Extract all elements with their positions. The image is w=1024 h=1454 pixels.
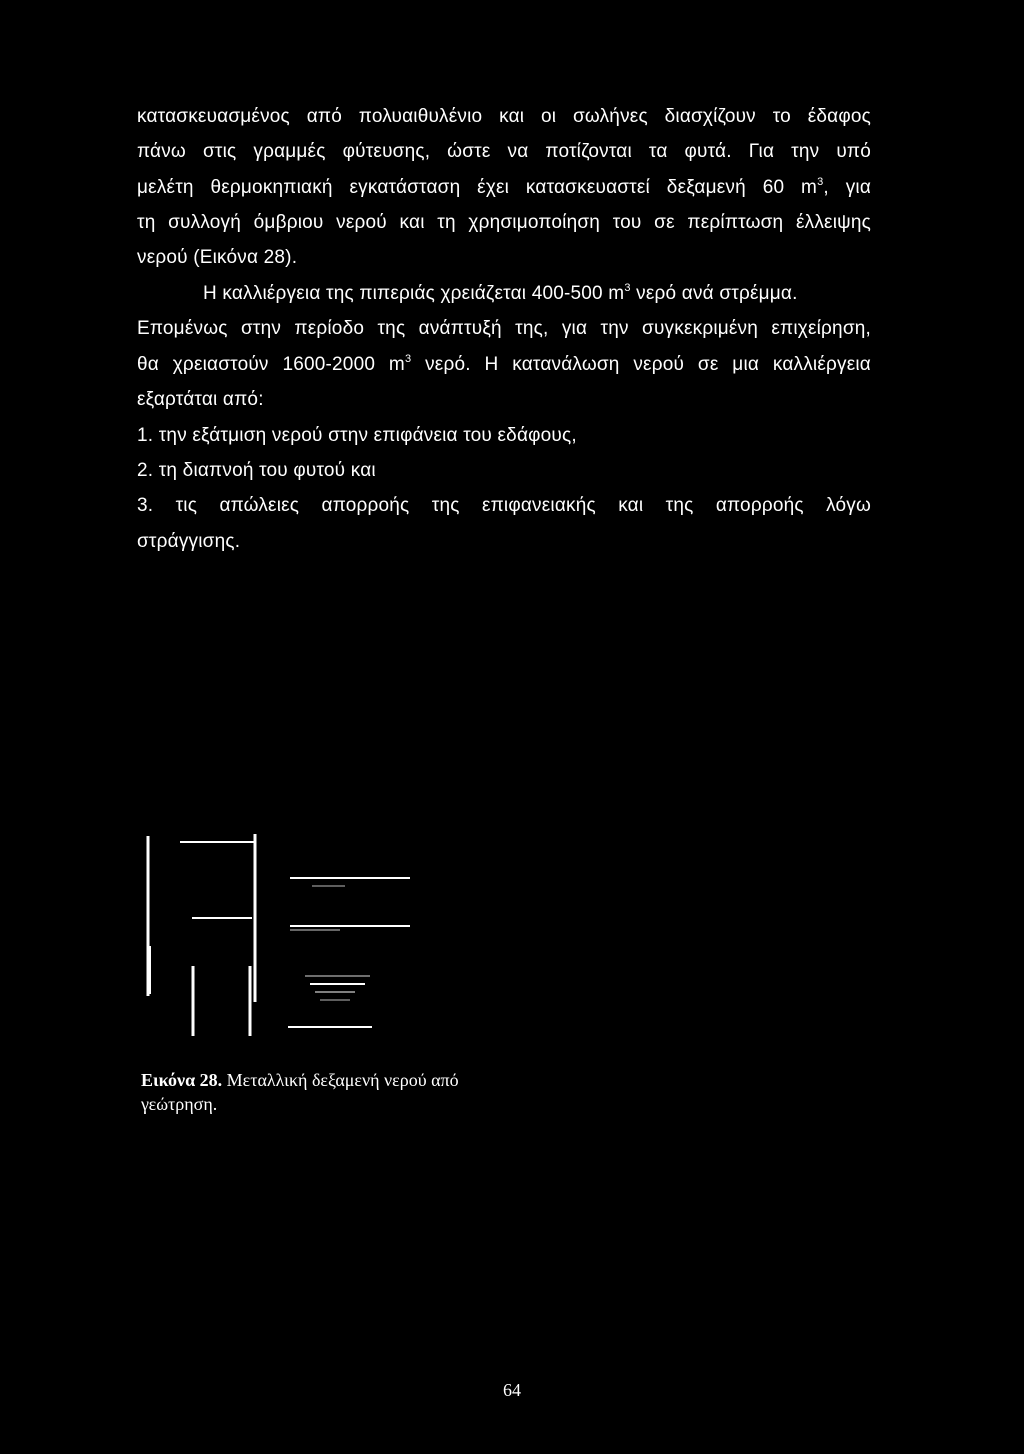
paragraph-1-line-2: πάνω στις γραμμές φύτευσης, ώστε να ποτίζονται τα φυτά. Για την υπό xyxy=(137,141,871,162)
paragraph-2-line-3-tail: νερό. Η κατανάλωση νερού σε μια καλλιέργεια xyxy=(411,354,871,375)
paragraph-1-line-3 xyxy=(137,176,871,200)
figure-caption-line-1 xyxy=(141,1068,581,1092)
paragraph-2-line-3 xyxy=(137,353,871,377)
list-item-1: 1. την εξάτμιση νερού στην επιφάνεια του εδάφους, xyxy=(137,425,577,446)
paragraph-1-line-5: νερού (Εικόνα 28). xyxy=(137,247,298,268)
figure-caption xyxy=(141,1068,581,1116)
paragraph-2-line-1-tail: νερό ανά στρέμμα. xyxy=(630,283,798,304)
superscript-cubic: 3 xyxy=(404,353,412,365)
tank-photo-drawing xyxy=(140,826,430,1038)
paragraph-1-line-4: τη συλλογή όμβριου νερού και τη χρησιμοποίηση του σε περίπτωση έλλειψης xyxy=(137,212,871,233)
paragraph-1-line-1: κατασκευασμένος από πολυαιθυλένιο και οι σωλήνες διασχίζουν το έδαφος xyxy=(137,106,871,127)
paragraph-2-line-3-text: θα χρειαστούν 1600-2000 m xyxy=(137,354,405,375)
page-number: 64 xyxy=(503,1380,521,1400)
figure-caption-text: Μεταλλική δεξαμενή νερού από xyxy=(222,1070,459,1090)
paragraph-2-line-1-text: Η καλλιέργεια της πιπεριάς χρειάζεται 400-500 m xyxy=(203,283,625,304)
superscript-cubic: 3 xyxy=(817,176,824,188)
list-item-3-continued: στράγγισης. xyxy=(137,531,241,552)
list-item-3: 3. τις απώλειες απορροής της επιφανειακής και της απορροής λόγω xyxy=(137,495,871,516)
paragraph-2-line-2: Επομένως στην περίοδο της ανάπτυξή της, για την συγκεκριμένη επιχείρηση, xyxy=(137,318,871,339)
figure-caption-line-2: γεώτρηση. xyxy=(141,1094,218,1114)
paragraph-2-line-4: εξαρτάται από: xyxy=(137,389,264,410)
paragraph-2-line-1 xyxy=(203,282,798,306)
superscript-cubic: 3 xyxy=(624,282,631,294)
paragraph-1-line-3-tail: , για xyxy=(823,177,871,198)
list-item-2: 2. τη διαπνοή του φυτού και xyxy=(137,460,376,481)
figure-caption-label: Εικόνα 28. xyxy=(141,1070,223,1090)
water-tank-photo xyxy=(140,826,430,1038)
paragraph-1-line-3-text: μελέτη θερμοκηπιακή εγκατάσταση έχει κατασκευαστεί δεξαμενή 60 m xyxy=(137,177,818,198)
